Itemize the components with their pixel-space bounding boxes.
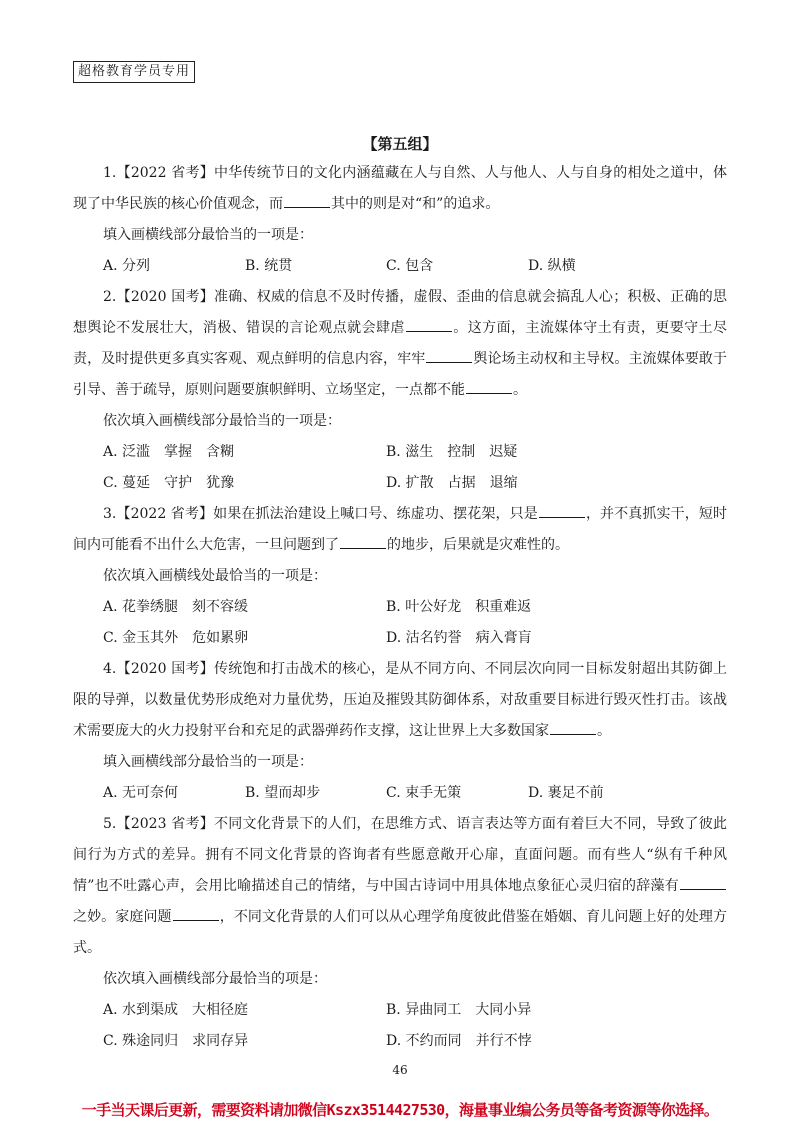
question-1	[73, 158, 727, 282]
stem-text: 。这方面，主流媒体守土有责，更要守土尽责，及时提供更多真实客观、观点鲜明的信息内容，牢牢	[73, 320, 728, 367]
question-list	[73, 158, 727, 1057]
option-b[interactable]: B. 滋生 控制 迟疑	[386, 444, 518, 460]
page-number: 46	[392, 1063, 408, 1077]
question-3	[73, 499, 727, 654]
question-prompt: 依次填入画横线部分最恰当的项是：	[103, 971, 327, 987]
stem-text: 1.【2022 省考】中华传统节日的文化内涵蕴藏在人与自然、人与他人、人与自身的相处之道中，体现了中华民族的核心价值观念，而	[73, 165, 727, 212]
option-c[interactable]: C. 金玉其外 危如累卵	[103, 630, 249, 646]
option-b[interactable]: B. 异曲同工 大同小异	[386, 1002, 532, 1018]
group-title: 【第五组】	[362, 135, 438, 153]
option-d[interactable]: D. 裹足不前	[528, 785, 604, 801]
stem-text: 之妙。家庭问题	[73, 909, 172, 925]
option-c[interactable]: C. 蔓延 守护 犹豫	[103, 475, 235, 491]
options-row	[73, 251, 727, 282]
stem-text: 。	[513, 382, 527, 398]
question-stem	[73, 809, 727, 964]
question-4	[73, 654, 727, 809]
question-stem	[73, 158, 727, 220]
options-row	[73, 1026, 727, 1057]
answer-blank	[550, 721, 596, 735]
question-prompt: 依次填入画横线部分最恰当的一项是：	[103, 413, 341, 429]
stem-text: 3.【2022 省考】如果在抓法治建设上喊口号、练虚功、摆花架，只是	[103, 506, 538, 522]
option-a[interactable]: A. 分列	[103, 258, 151, 274]
option-a[interactable]: A. 花拳绣腿 刻不容缓	[103, 599, 249, 615]
answer-blank	[466, 380, 512, 394]
answer-blank	[539, 504, 585, 518]
question-stem	[73, 282, 727, 406]
option-d[interactable]: D. 扩散 占据 退缩	[386, 475, 518, 491]
option-a[interactable]: A. 水到渠成 大相径庭	[103, 1002, 249, 1018]
stem-text: 其中的则是对“和”的追求。	[331, 196, 500, 212]
option-c[interactable]: C. 束手无策	[386, 785, 462, 801]
option-b[interactable]: B. 叶公好龙 积重难返	[386, 599, 532, 615]
question-2	[73, 282, 727, 499]
answer-blank	[680, 876, 726, 890]
option-d[interactable]: D. 不约而同 并行不悖	[386, 1033, 532, 1049]
option-b[interactable]: B. 望而却步	[245, 785, 321, 801]
option-d[interactable]: D. 纵横	[528, 258, 576, 274]
option-d[interactable]: D. 沽名钓誉 病入膏肓	[386, 630, 532, 646]
answer-blank	[284, 194, 330, 208]
student-only-stamp: 超格教育学员专用	[73, 61, 195, 83]
stem-text: ，并不真抓实干，短时间内可能看不出什么大危害，一旦问题到了	[73, 506, 727, 553]
options-row	[73, 623, 727, 654]
question-stem	[73, 654, 727, 747]
option-c[interactable]: C. 包含	[386, 258, 434, 274]
question-prompt: 填入画横线部分最恰当的一项是：	[103, 227, 313, 243]
stem-text: 的地步，后果就是灾难性的。	[387, 537, 569, 553]
answer-blank	[173, 907, 219, 921]
options-row	[73, 778, 727, 809]
stem-text: 2.【2020 国考】准确、权威的信息不及时传播，虚假、歪曲的信息就会搞乱人心；积极、正确的思想舆论不发展壮大，消极、错误的言论观点就会肆虐	[73, 289, 727, 336]
options-row	[73, 437, 727, 468]
answer-blank	[426, 349, 472, 363]
question-5	[73, 809, 727, 1057]
option-c[interactable]: C. 殊途同归 求同存异	[103, 1033, 249, 1049]
stem-text: ，不同文化背景的人们可以从心理学角度彼此借鉴在婚姻、育儿问题上好的处理方式。	[73, 909, 728, 956]
question-stem	[73, 499, 727, 561]
answer-blank	[340, 535, 386, 549]
stem-text: 。	[597, 723, 611, 739]
option-a[interactable]: A. 无可奈何	[103, 785, 179, 801]
footer-notice: 一手当天课后更新，需要资料请加微信Kszx3514427530，海量事业编公务员等备考资源等你选择。	[81, 1101, 719, 1119]
options-row	[73, 468, 727, 499]
question-prompt: 依次填入画横线处最恰当的一项是：	[103, 568, 327, 584]
option-b[interactable]: B. 统贯	[245, 258, 293, 274]
stem-text: 4.【2020 国考】传统饱和打击战术的核心，是从不同方向、不同层次向同一目标发射超出其防御上限的导弹，以数量优势形成绝对力量优势，压迫及摧毁其防御体系，对敌重要目标进行毁灭性打击。该战术需要庞大的火力投射平台和充足的武器弹药作支撑，这让世界上大多数国家	[73, 661, 727, 739]
question-prompt: 填入画横线部分最恰当的一项是：	[103, 754, 313, 770]
options-row	[73, 592, 727, 623]
stem-text: 舆论场主动权和主导权。主流媒体要敢于引导、善于疏导，原则问题要旗帜鲜明、立场坚定，一点都不能	[73, 351, 728, 398]
answer-blank	[406, 318, 452, 332]
options-row	[73, 995, 727, 1026]
option-a[interactable]: A. 泛滥 掌握 含糊	[103, 444, 235, 460]
stem-text: 5.【2023 省考】不同文化背景下的人们，在思维方式、语言表达等方面有着巨大不同，导致了彼此间行为方式的差异。拥有不同文化背景的咨询者有些愿意敞开心扉，直面问题。而有些人“纵有千种风情”也不吐露心声，会用比喻描述自己的情绪，与中国古诗词中用具体地点象征心灵归宿的辞藻有	[73, 816, 727, 894]
